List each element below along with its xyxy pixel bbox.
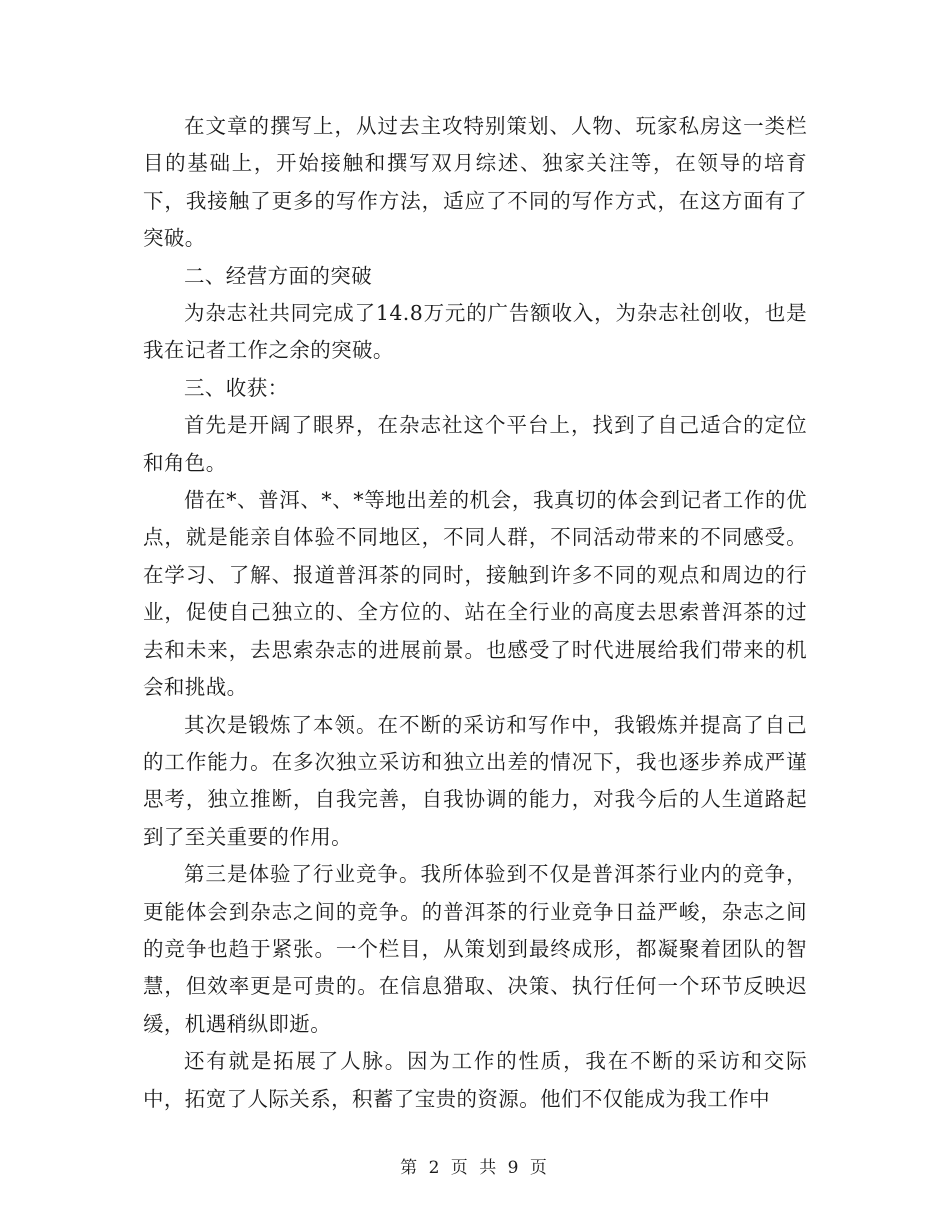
heading-gains: 三、收获： — [184, 375, 289, 400]
paragraph-writing: 在文章的撰写上，从过去主攻特别策划、人物、玩家私房这一类栏目的基础上，开始接触和撰写双月综述、独家关注等，在领导的培育下，我接触了更多的写作方法，适应了不同的写作方式，在这方面有了突破。 — [143, 114, 807, 251]
paragraph-ad-revenue: 为杂志社共同完成了14.8万元的广告额收入，为杂志社创收，也是我在记者工作之余的突破。 — [143, 301, 807, 363]
paragraph-competition: 第三是体验了行业竞争。我所体验到不仅是普洱茶行业内的竞争，更能体会到杂志之间的竞争。的普洱茶的行业竞争日益严峻，杂志之间的竞争也趋于紧张。一个栏目，从策划到最终成形，都凝聚着团队的智慧，但效率更是可贵的。在信息猎取、决策、执行任何一个环节反映迟缓，机遇稍纵即逝。 — [143, 862, 807, 1036]
paragraph-horizons: 首先是开阔了眼界，在杂志社这个平台上，找到了自己适合的定位和角色。 — [143, 413, 807, 475]
paragraph-network: 还有就是拓展了人脉。因为工作的性质，我在不断的采访和交际中，拓宽了人际关系，积蓄了宝贵的资源。他们不仅能成为我工作中 — [143, 1049, 807, 1111]
heading-business-breakthrough: 二、经营方面的突破 — [184, 263, 373, 288]
page-footer: 第 2 页 共 9 页 — [400, 1158, 550, 1178]
paragraph-business-trips: 借在*、普洱、*、*等地出差的机会，我真切的体会到记者工作的优点，就是能亲自体验不同地区，不同人群，不同活动带来的不同感受。在学习、了解、报道普洱茶的同时，接触到许多不同的观点和周边的行业，促使自己独立的、全方位的、站在全行业的高度去思索普洱茶的过去和未来，去思索杂志的进展前景。也感受了时代进展给我们带来的机会和挑战。 — [143, 488, 807, 700]
page-body — [143, 108, 807, 1118]
paragraph-skills: 其次是锻炼了本领。在不断的采访和写作中，我锻炼并提高了自己的工作能力。在多次独立采访和独立出差的情况下，我也逐步养成严谨思考，独立推断，自我完善，自我协调的能力，对我今后的人生道路起到了至关重要的作用。 — [143, 712, 807, 849]
